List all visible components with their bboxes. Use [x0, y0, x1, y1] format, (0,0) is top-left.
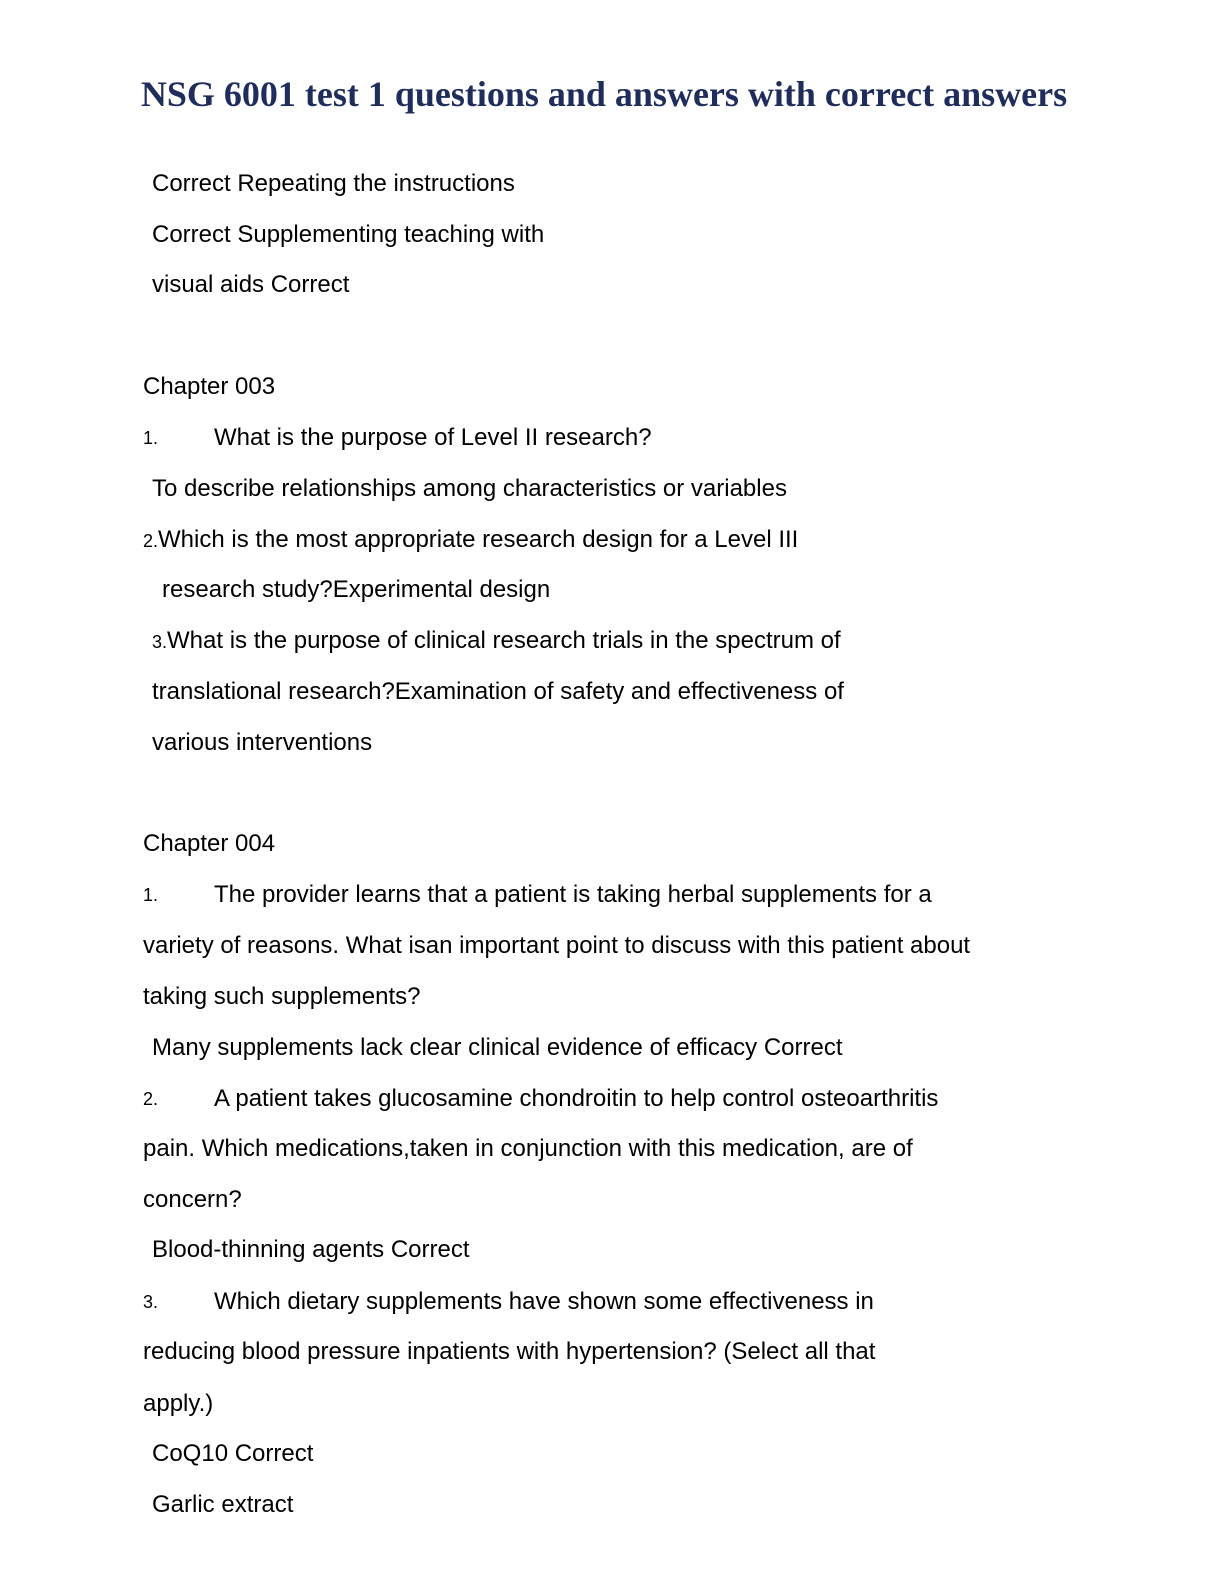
question-text [152, 625, 841, 658]
question-line: variety of reasons. What isan important point to discuss with this patient about [143, 932, 971, 959]
answer-text: Garlic extract [152, 1491, 294, 1518]
question-line: various interventions [152, 729, 373, 756]
question-text [143, 524, 798, 557]
question-line: apply.) [143, 1390, 214, 1417]
chapter-heading: Chapter 004 [143, 830, 276, 857]
question-number: 3. [143, 1292, 159, 1312]
question-number: 2. [143, 531, 159, 551]
question-number: 1. [143, 428, 159, 448]
answer-text: CoQ10 Correct [152, 1440, 314, 1467]
question-line: concern? [143, 1186, 242, 1213]
question-line: translational research?Examination of safety and effectiveness of [152, 678, 844, 705]
intro-line: visual aids Correct [152, 271, 350, 298]
question-line: reducing blood pressure inpatients with hypertension? (Select all that [143, 1338, 876, 1365]
intro-line: Correct Supplementing teaching with [152, 221, 545, 248]
answer-text: Blood-thinning agents Correct [152, 1236, 470, 1263]
question-line: Which dietary supplements have shown some effectiveness in [214, 1288, 874, 1315]
question-line: taking such supplements? [143, 983, 421, 1010]
question-line: The provider learns that a patient is taking herbal supplements for a [214, 881, 932, 908]
question-text: What is the purpose of Level II research? [214, 424, 652, 451]
chapter-heading: Chapter 003 [143, 373, 276, 400]
question-line: research study?Experimental design [162, 576, 551, 603]
question-line: What is the purpose of clinical research trials in the spectrum of [167, 627, 841, 654]
question-number: 2. [143, 1089, 159, 1109]
question-line: A patient takes glucosamine chondroitin to help control osteoarthritis [214, 1085, 939, 1112]
intro-line: Correct Repeating the instructions [152, 170, 515, 197]
question-line: pain. Which medications,taken in conjunction with this medication, are of [143, 1135, 913, 1162]
answer-text: To describe relationships among characteristics or variables [152, 475, 787, 502]
question-line: Which is the most appropriate research design for a Level III [158, 526, 799, 553]
question-number: 1. [143, 885, 159, 905]
answer-text: Many supplements lack clear clinical evidence of efficacy Correct [152, 1034, 843, 1061]
question-number: 3. [152, 632, 168, 652]
document-title: NSG 6001 test 1 questions and answers with correct answers [140, 74, 1068, 114]
